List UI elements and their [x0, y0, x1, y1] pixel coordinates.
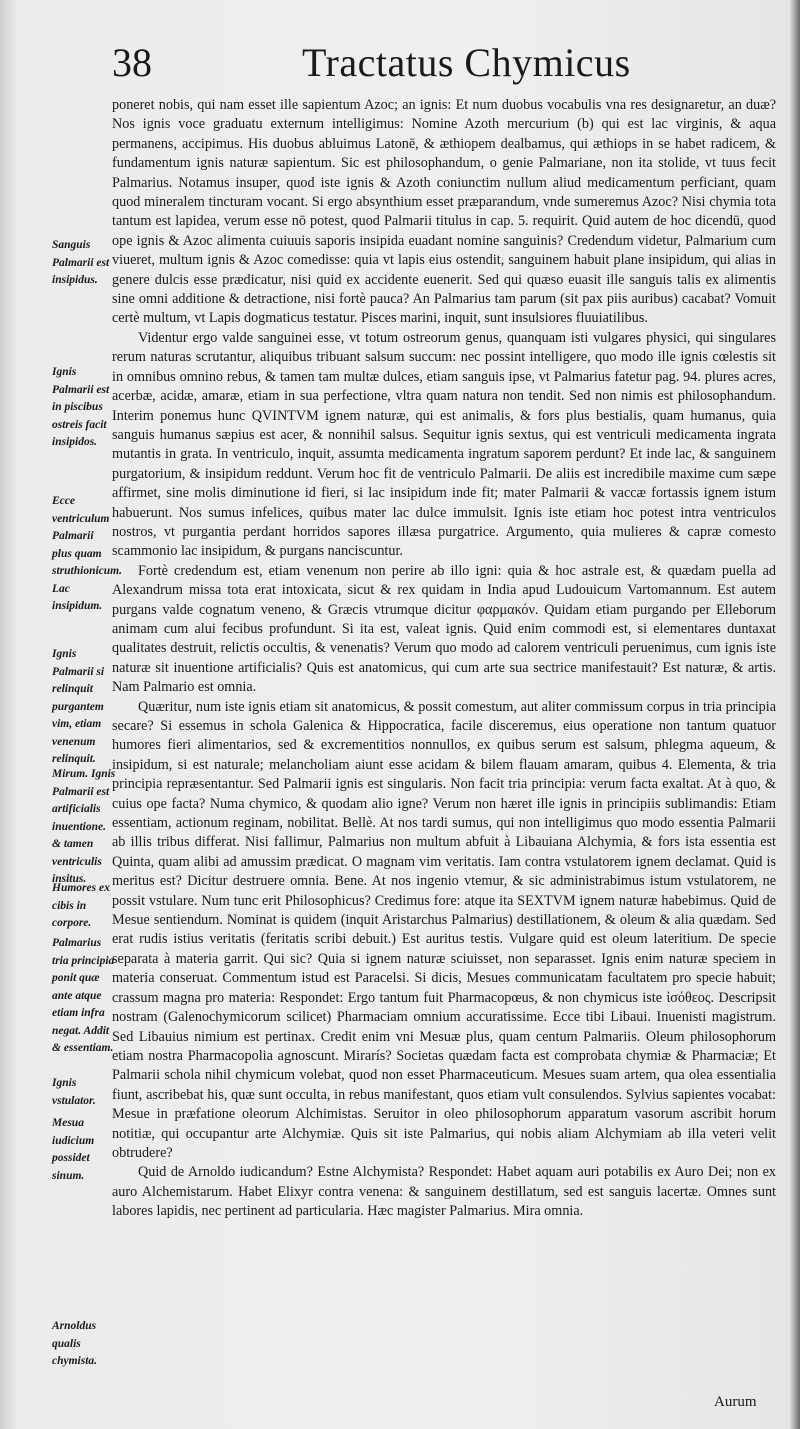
running-title: Tractatus Chymicus — [302, 40, 631, 85]
margin-note: Humores ex cibis in corpore. — [52, 882, 110, 929]
page-header — [112, 38, 772, 98]
paragraph: Videntur ergo valde sanguinei esse, vt totum ostreorum genus, quanquam isti vulgares physici, qui singulares rerum naturas scrutantur, aliquibus tribuant salsum succum: nec possint intelligere, quo modo ille ignis cœlestis sit in omnibus omnino rebus, & tamen tam multæ dulces, etiam sanguis ipse, vt Palmarius fatetur pag. 94. plures acres, acerbæ, acidæ, amaræ, etiam in sua perfectione, vltra quam natura non tendit. Sed non nimis est philosophandum. Interim ponemus hunc QVINTVM ignem naturæ, qui est animalis, & fors plus bestialis, quam humanus, quia sanguis humanus sæpius est acer, & nonnihil salsus. Sequitur ignis sextus, qui est ventriculi medicamenta ingrata mutantis in grata. In ventriculo, inquit, assumta medicamenta ingratum saporem perdunt? Et inde lac, & sanguinem purgatorium, & insipidum reddunt. Verum hoc fit de ventriculo Palmarii. De aliis est incredibile maxime cum sæpe affirmet, sine molis diminutione id fieri, si lac insipidum inde fit; mater Palmarii & vaccæ fortassis ignem istum habuerunt. Nos sumus infelices, quibus mater lac dulce immulsit. Ignis iste etiam hoc potest intra ventriculos nostros, vt purgantia perdant horridos sapores illæsa purgatrice. Argumento, quia mulieres & capræ comesto scammonio lac insipidum, & purgans nanciscuntur. — [112, 329, 776, 560]
margin-note: Ignis vstulator. — [52, 1077, 96, 1107]
paragraph: Quæritur, num iste ignis etiam sit anatomicus, & possit comestum, aut aliter commissum corpus in tria principia secare? Si essemus in schola Galenica & Hippocratica, facile disceremus, eius operatione non tantum quatuor humores fieri alimentarios, sed & excrementitios nonnullos, ex quibus serum est salsum, phlegma aqueum, & insipidum, si est naturale; melancholiam aiunt esse acidam & bilem flauam amaram, quibus 4. Elementa, & tria principia repræsentantur. Sed Palmarii ignis est singularis. Non facit tria principia: verum facta exaltat. At à quo, & cuius ope facta? Numa chymico, & quodam alio igne? Verum non hæret ille ignis in principiis sublimandis: Etiam essentiam, actionum reginam, nobilitat. Bellè. At nos tardi sumus, qui non intelligimus quo modo essentia Palmarii ab illis tribus differat. Nisi fallimur, Palmarius non multum abfuit à Libauiana Alchymia, & fors ista essentia est Quinta, quam alibi ad amussim prædicat. O magnam vim veritatis. Iam contra vstulatorem ignem declamat. Quid is meritus est? Dicitur destruere omnia. Bene. At nos ingenio vtemur, & sic administrabimus istum vstulatorem, ne possit vstulare. Num tunc erit Philosophicus? Credimus fore: atque ita SEXTVM ignem naturæ habebimus. Quid de Mesue sentiendum. Nominat is quidem (inquit Aristarchus Palmarius) destillationem, & oleum & alia quædam. Sed erat rudis istius veritatis (feritatis scribi debuit.) Est auritus testis. Vulgare quid est oleum lateritium. De specie separata à materia garrit. Qui sic? Quia si ignem naturæ sciuisset, non separasset. Ignis enim naturæ speciem in materia conseruat. Commentum istud est Paracelsi. Si dicis, Mesues communicatam facultatem pro specie habuit; crassum magna pro materia: Respondet: Ergo tantum fuit Pharmacopœus, & non chymicus iste ἰσόθεος. Descripsit nostram (Galenochymicorum scilicet) Pharmaciam omnium accuratissime. Ecce tibi Libaui. Inuenisti magistrum. Sed Libauius nimium est pertinax. Credit enim vni Mesuæ plus, quam centum Palmariis. Oleum philosophorum etiam nostra Pharmacopolia agnoscunt. Mirarís? Societas quædam facta est comprobata chymiæ & Pharmaciæ; Et Palmarii schola nihil chymicum volebat, quod non esset Pharmaceuticum. Mesues suam artem, qua olea essentialia fiunt, ascribebat his, quæ sunt occulta, in rebus manifestant, quos etiam vult consulendos. Sylvius sapientes vocabat: Mesue in præfatione oleorum Alchimistas. Seruitor in oleo philosophorum apparatum vasorum ascribit horum notitiæ, qui occupantur arte Alchymiæ. Quis sit iste Palmarius, qui nobis aliam Alchymiam ab illa veteri velit obtrudere? — [112, 698, 776, 1161]
paragraph: poneret nobis, qui nam esset ille sapientum Azoc; an ignis: Et num duobus vocabulis vna res designaretur, an duæ? Nos ignis voce graduatu externum intelligimus: Nomine Azoth mercurium (b) qui est lac virginis, & aqua permanens, accipimus. His duobus abluimus Latonē, & æthiopem dealbamus, qui æthiops in se habet radicem, & fundamentum ignis naturæ sapientum. Sic est philosophandum, o genie Palmariane, non ita stolide, vt tuus fecit Palmarius. Notamus insuper, quod iste ignis & Azoth coniunctim nullum aliud medicamentum perficiant, quam quod mineralem tincturam vocant. Si ergo absynthium esset præparandum, vnde sumeremus Azoc? Nisi chymia tota tantum est lapidea, verum esse nō potest, quod Palmarii titulus in cap. 5. requirit. Quid autem de hoc dicendū, quod ope ignis & Azoc alimenta cuiuuis saporis insipida euadant nomine sanguinis? Credendum videtur, Palmarium cum viueret, multum ignis & Azoc comedisse: quia vt lapis eius ostendit, sanguinem habuit plane insipidum, qui alias in genere dulcis esse prædicatur, nisi quid ex accidente euenerit. Sed qui quæso euasit ille sanguis talis ex alimentis sine omni additione & detractione, nisi fortè pauca? An Palmarius tam parum (sit pax piis auribus) cacabat? Vomuit certè multum, vt Lapis dogmaticus testatur. Pisces marini, inquit, sunt insulsiores fluuiatilibus. — [112, 97, 776, 327]
main-text — [112, 96, 776, 1222]
margin-note: Mirum. Ignis Palmarii est artificialis inuentione. & tamen ventriculis insitus. — [52, 768, 116, 885]
margin-note: Palmarius tria principia ponit quæ ante atque etiam infra negat. Addit & essentiam. — [52, 937, 115, 1054]
margin-note: Ignis Palmarii si relinquit purgantem vim, etiam venenum relinquit. — [52, 648, 105, 765]
paragraph: Quid de Arnoldo iudicandum? Estne Alchymista? Respondet: Habet aquam auri potabilis ex Auro Dei; non ex auro Alchemistarum. Habet Elixyr contra venena: & sanguinem destillatum, sed est sanguis lacertæ. Omnes sunt labores lapidis, nec pertinent ad particularia. Hæc magister Palmarius. Mira omnia. — [112, 1164, 776, 1220]
margin-note: Arnoldus qualis chymista. — [52, 1320, 98, 1367]
page-number: 38 — [112, 40, 152, 85]
margin-note: Ecce ventriculum Palmarii plus quam struthionicum. Lac insipidum. — [52, 495, 122, 612]
catchword: Aurum — [714, 1394, 757, 1410]
paragraph: Fortè credendum est, etiam venenum non perire ab illo igni: quia & hoc astrale est, & quædam puella ad Alexandrum missa tota erat intoxicata, sicut & rex quidam in India apud Ludouicum Vartomannum. Est autem purgans valde cognatum veneno, & Græcis vtrumque dicitur φαρμακόν. Quidam etiam purgando per Elleborum animam cum alui fecibus profundunt. Si ita est, valeat ignis. Quid enim commodi est, si elementares duntaxat qualitates destruit, relictis occultis, & venenatis? Verum quo modo ad calorem ventriculi peruenimus, cum ignis iste naturæ sit inuentione artificialis? Quis est anatomicus, qui cum arte sua sectrice manifestauit? Est naturæ, & artis. Nam Palmario est omnia. — [112, 562, 776, 696]
page-edge-shadow — [790, 0, 800, 1429]
margin-note: Mesua iudicium possidet sinum. — [52, 1117, 95, 1182]
margin-note: Sanguis Palmarii est insipidus. — [52, 239, 110, 286]
margin-note: Ignis Palmarii est in piscibus ostreis facit insipidos. — [52, 366, 110, 448]
